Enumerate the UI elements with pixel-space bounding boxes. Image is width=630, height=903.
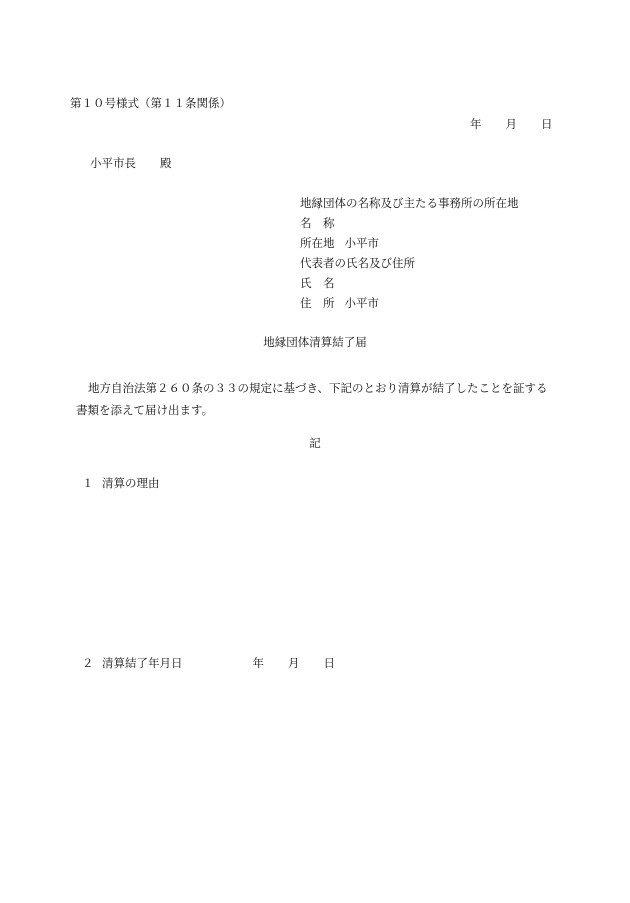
rep-name-row (300, 278, 519, 298)
rep-address-label: 住 所 (300, 296, 335, 310)
rep-address-row (300, 298, 519, 318)
name-label: 名 称 (300, 216, 335, 230)
addressee-honorific: 殿 (160, 156, 172, 170)
item-label: 清算結了年月日 (102, 656, 183, 670)
body-paragraph: 地方自治法第２６０条の３３の規定に基づき、下記のとおり清算が結了したことを証する書類を添えて届け出ます。 (76, 381, 548, 417)
date-month: 月 (505, 117, 517, 131)
addressee (90, 158, 172, 170)
item-number: １ (82, 476, 94, 490)
applicant-name-row (300, 218, 519, 238)
form-number: 第１０号様式（第１１条関係） (70, 96, 231, 110)
applicant-location-row (300, 238, 519, 258)
addressee-name: 小平市長 (90, 156, 136, 170)
date-day: 日 (323, 656, 335, 670)
date-year: 年 (470, 117, 482, 131)
ki-heading: 記 (309, 436, 321, 450)
applicant-block (300, 198, 519, 318)
rep-address-value: 小平市 (344, 296, 379, 310)
item-reason (82, 478, 160, 490)
date-month: 月 (288, 656, 300, 670)
item-label: 清算の理由 (102, 476, 160, 490)
date-day: 日 (541, 117, 553, 131)
applicant-heading: 地縁団体の名称及び主たる事務所の所在地 (300, 196, 519, 210)
representative-heading: 代表者の氏名及び住所 (300, 256, 415, 270)
date-year: 年 (252, 656, 264, 670)
location-value: 小平市 (344, 236, 379, 250)
completion-date (253, 658, 336, 670)
submission-date (470, 119, 553, 131)
rep-name-label: 氏 名 (300, 276, 335, 290)
item-number: ２ (82, 656, 94, 670)
document-title: 地縁団体清算結了届 (263, 335, 367, 349)
location-label: 所在地 (300, 236, 335, 250)
item-completion-date (82, 658, 335, 670)
